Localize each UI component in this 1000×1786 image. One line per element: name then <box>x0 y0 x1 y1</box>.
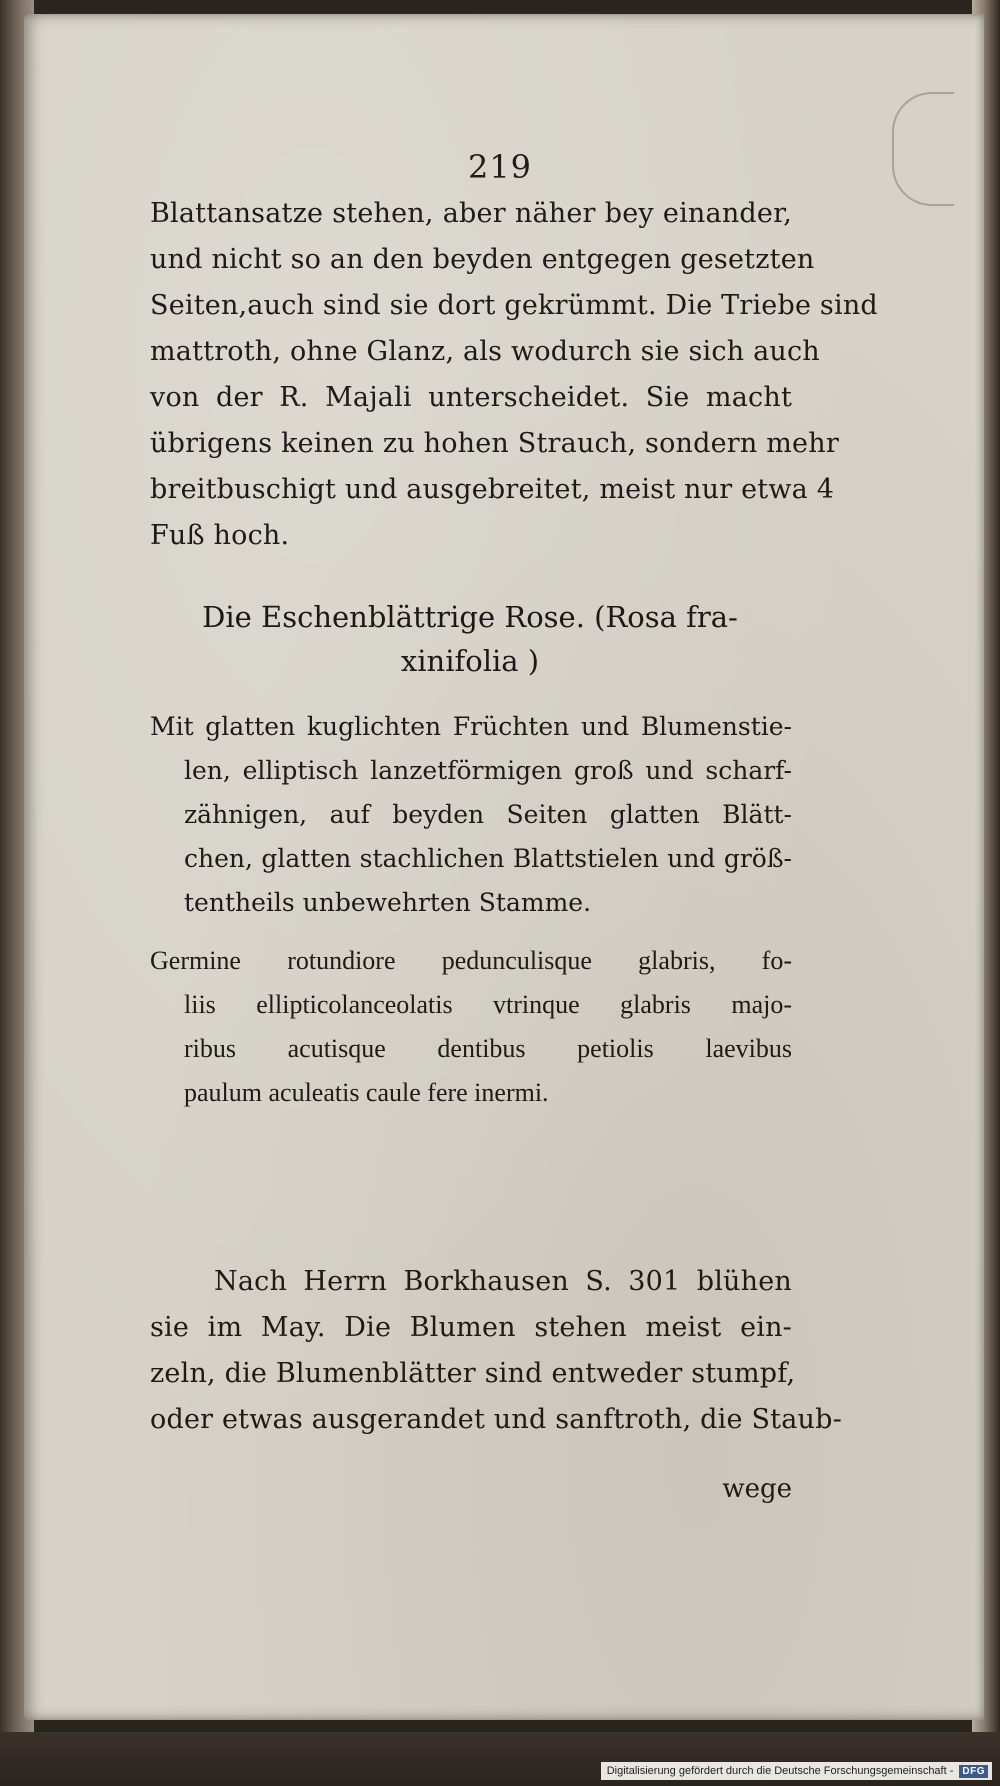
description-line: Mit glatten kuglichten Früchten und Blumenstie- <box>150 712 792 741</box>
text-line: übrigens keinen zu hohen Strauch, sondern mehr <box>150 428 839 459</box>
text-line: Nach Herrn Borkhausen S. 301 blühen <box>214 1266 792 1297</box>
section-heading-continuation: xinifolia ) <box>400 644 540 678</box>
text-line: mattroth, ohne Glanz, als wodurch sie sich auch <box>150 336 820 367</box>
text-line: von der R. Majali unterscheidet. Sie macht <box>150 382 792 413</box>
latin-line: liis ellipticolanceolatis vtrinque glabris majo- <box>184 990 792 1019</box>
latin-line: paulum aculeatis caule fere inermi. <box>184 1078 549 1107</box>
text-line: und nicht so an den beyden entgegen gesetzten <box>150 244 815 275</box>
text-line: oder etwas ausgerandet und sanftroth, die Staub- <box>150 1404 842 1435</box>
text-line: Fuß hoch. <box>150 520 290 551</box>
description-line: chen, glatten stachlichen Blattstielen und größ- <box>184 844 792 873</box>
text-line: sie im May. Die Blumen stehen meist ein- <box>150 1312 792 1343</box>
credit-text: Digitalisierung gefördert durch die Deutsche Forschungsgemeinschaft - <box>606 1765 954 1777</box>
description-line: len, elliptisch lanzetförmigen groß und scharf- <box>184 756 792 785</box>
text-line: zeln, die Blumenblätter sind entweder stumpf, <box>150 1358 796 1389</box>
page-number: 219 <box>467 148 533 186</box>
latin-line: Germine rotundiore pedunculisque glabris, fo- <box>150 946 792 975</box>
text-line: Blattansatze stehen, aber näher bey einander, <box>150 198 792 229</box>
description-line: tentheils unbewehrten Stamme. <box>184 888 592 917</box>
text-line: Seiten,auch sind sie dort gekrümmt. Die Triebe sind <box>150 290 878 321</box>
page-clip-mark <box>892 92 954 206</box>
description-line: zähnigen, auf beyden Seiten glatten Blätt- <box>184 800 792 829</box>
text-line: breitbuschigt und ausgebreitet, meist nur etwa 4 <box>150 474 835 505</box>
digitization-credit <box>601 1762 992 1780</box>
dfg-logo: DFG <box>959 1765 988 1778</box>
section-heading: Die Eschenblättrige Rose. (Rosa fra- <box>202 600 738 634</box>
catchword: wege <box>722 1474 792 1504</box>
latin-line: ribus acutisque dentibus petiolis laevibus <box>184 1034 792 1063</box>
